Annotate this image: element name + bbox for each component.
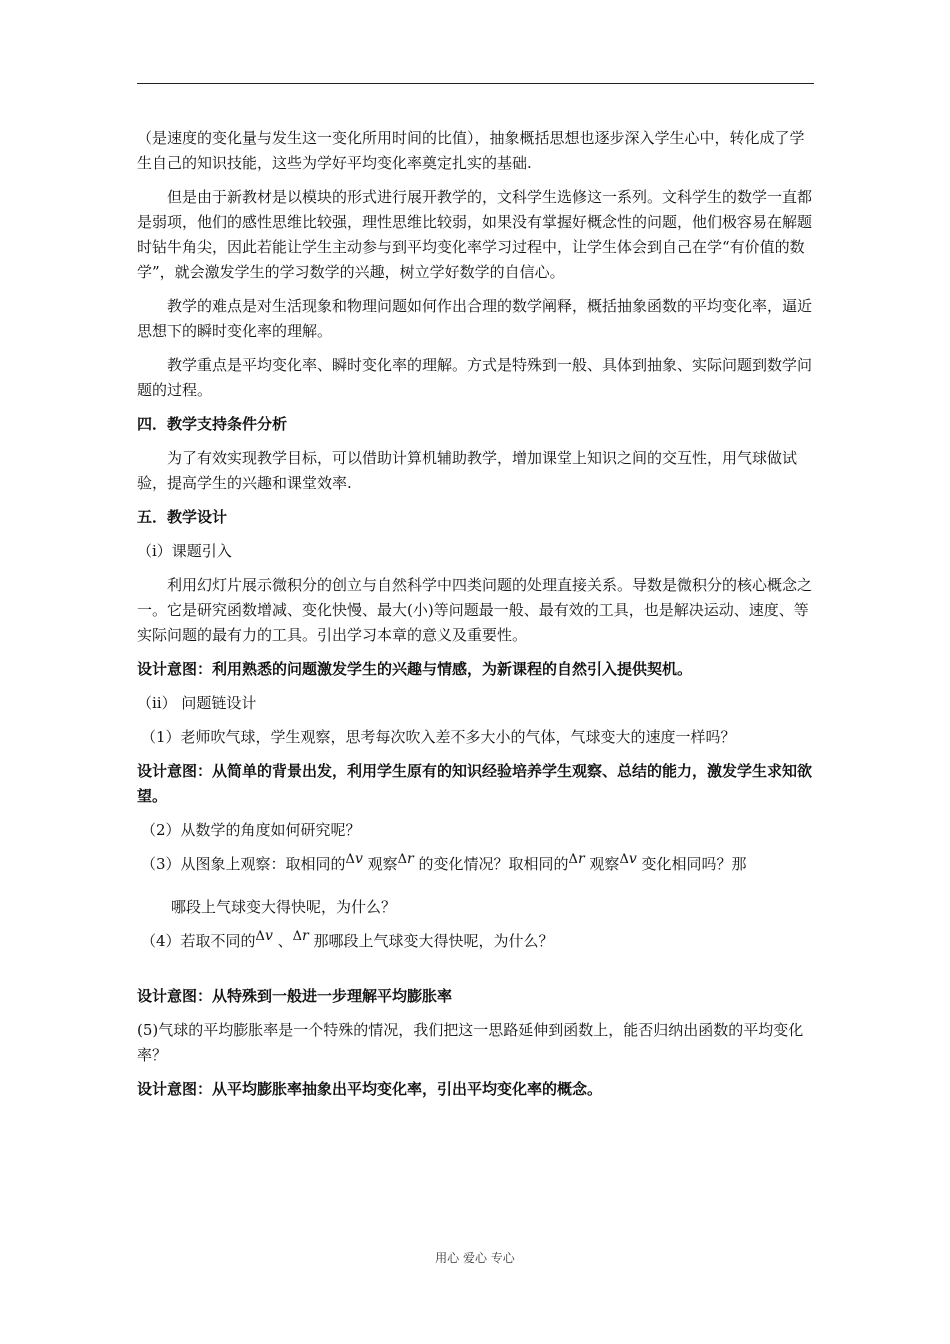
question-5: (5)气球的平均膨胀率是一个特殊的情况，我们把这一思路延伸到函数上，能否归纳出函数的平均变化率？	[137, 1021, 804, 1064]
paragraph-difficulty: 教学的难点是对生活现象和物理问题如何作出合理的数学阐释，概括抽象函数的平均变化率，逼近思想下的瞬时变化率的理解。	[137, 297, 813, 340]
delta-v-formula: Δv	[619, 851, 637, 867]
question-1: （1）老师吹气球，学生观察，思考每次吹入差不多大小的气体，气球变大的速度一样吗？	[141, 728, 736, 746]
paragraph-2: 但是由于新教材是以模块的形式进行展开教学的，文科学生选修这一系列。文科学生的数学一直都是弱项，他们的感性思维比较强，理性思维比较弱，如果没有掌握好概念性的问题，他们极容易在解题时钻牛角尖，因此若能让学生主动参与到平均变化率学习过程中，让学生体会到自己在学“有价值的数学”，就会激发学生的学习数学的兴趣，树立学好数学的自信心。	[137, 188, 813, 281]
paragraph-1: （是速度的变化量与发生这一变化所用时间的比值），抽象概括思想也逐步深入学生心中，转化成了学生自己的知识技能，这些为学好平均变化率奠定扎实的基础.	[137, 129, 805, 172]
delta-r-formula: Δr	[568, 851, 585, 867]
question-3: （3）从图象上观察：取相同的Δv 观察Δr 的变化情况？取相同的Δr 观察Δv 变化相同吗？那 哪段上气球变大得快呢，为什么？	[141, 851, 747, 916]
delta-r-formula: Δr	[292, 928, 309, 944]
delta-v-formula: Δv	[255, 928, 273, 944]
delta-r-formula: Δr	[397, 851, 414, 867]
question-2: （2）从数学的角度如何研究呢？	[141, 821, 361, 839]
page-footer: 用心 爱心 专心	[435, 1251, 515, 1265]
delta-v-formula: Δv	[345, 851, 363, 867]
document-body	[137, 126, 814, 1111]
header-rule	[137, 83, 814, 84]
section-heading-4: 四．教学支持条件分析	[137, 415, 288, 433]
paragraph-focus: 教学重点是平均变化率、瞬时变化率的理解。方式是特殊到一般、具体到抽象、实际问题到数学问题的过程。	[137, 356, 813, 399]
design-intent-1: 设计意图：利用熟悉的问题激发学生的兴趣与情感，为新课程的自然引入提供契机。	[137, 660, 693, 678]
paragraph-intro: 利用幻灯片展示微积分的创立与自然科学中四类问题的处理直接关系。导数是微积分的核心概念之一。它是研究函数增减、变化快慢、最大(小)等问题最一般、最有效的工具，也是解决运动、速度、等实际问题的最有力的工具。引出学习本章的意义及重要性。	[137, 576, 813, 644]
section-heading-5: 五．教学设计	[137, 508, 228, 526]
design-intent-2: 设计意图：从简单的背景出发，利用学生原有的知识经验培养学生观察、总结的能力，激发学生求知欲望。	[137, 762, 813, 805]
design-intent-4: 设计意图：从平均膨胀率抽象出平均变化率，引出平均变化率的概念。	[137, 1080, 603, 1098]
design-intent-3: 设计意图：从特殊到一般进一步理解平均膨胀率	[137, 987, 453, 1005]
spacer	[137, 964, 814, 984]
paragraph-support: 为了有效实现教学目标，可以借助计算机辅助教学，增加课堂上知识之间的交互性，用气球做试验，提高学生的兴趣和课堂效率.	[137, 449, 798, 492]
subsection-question-chain: （ⅱ） 问题链设计	[137, 694, 257, 712]
question-4: （4）若取不同的Δv 、Δr 那哪段上气球变大得快呢，为什么？	[141, 928, 554, 950]
subsection-intro: （ⅰ）课题引入	[137, 542, 232, 560]
